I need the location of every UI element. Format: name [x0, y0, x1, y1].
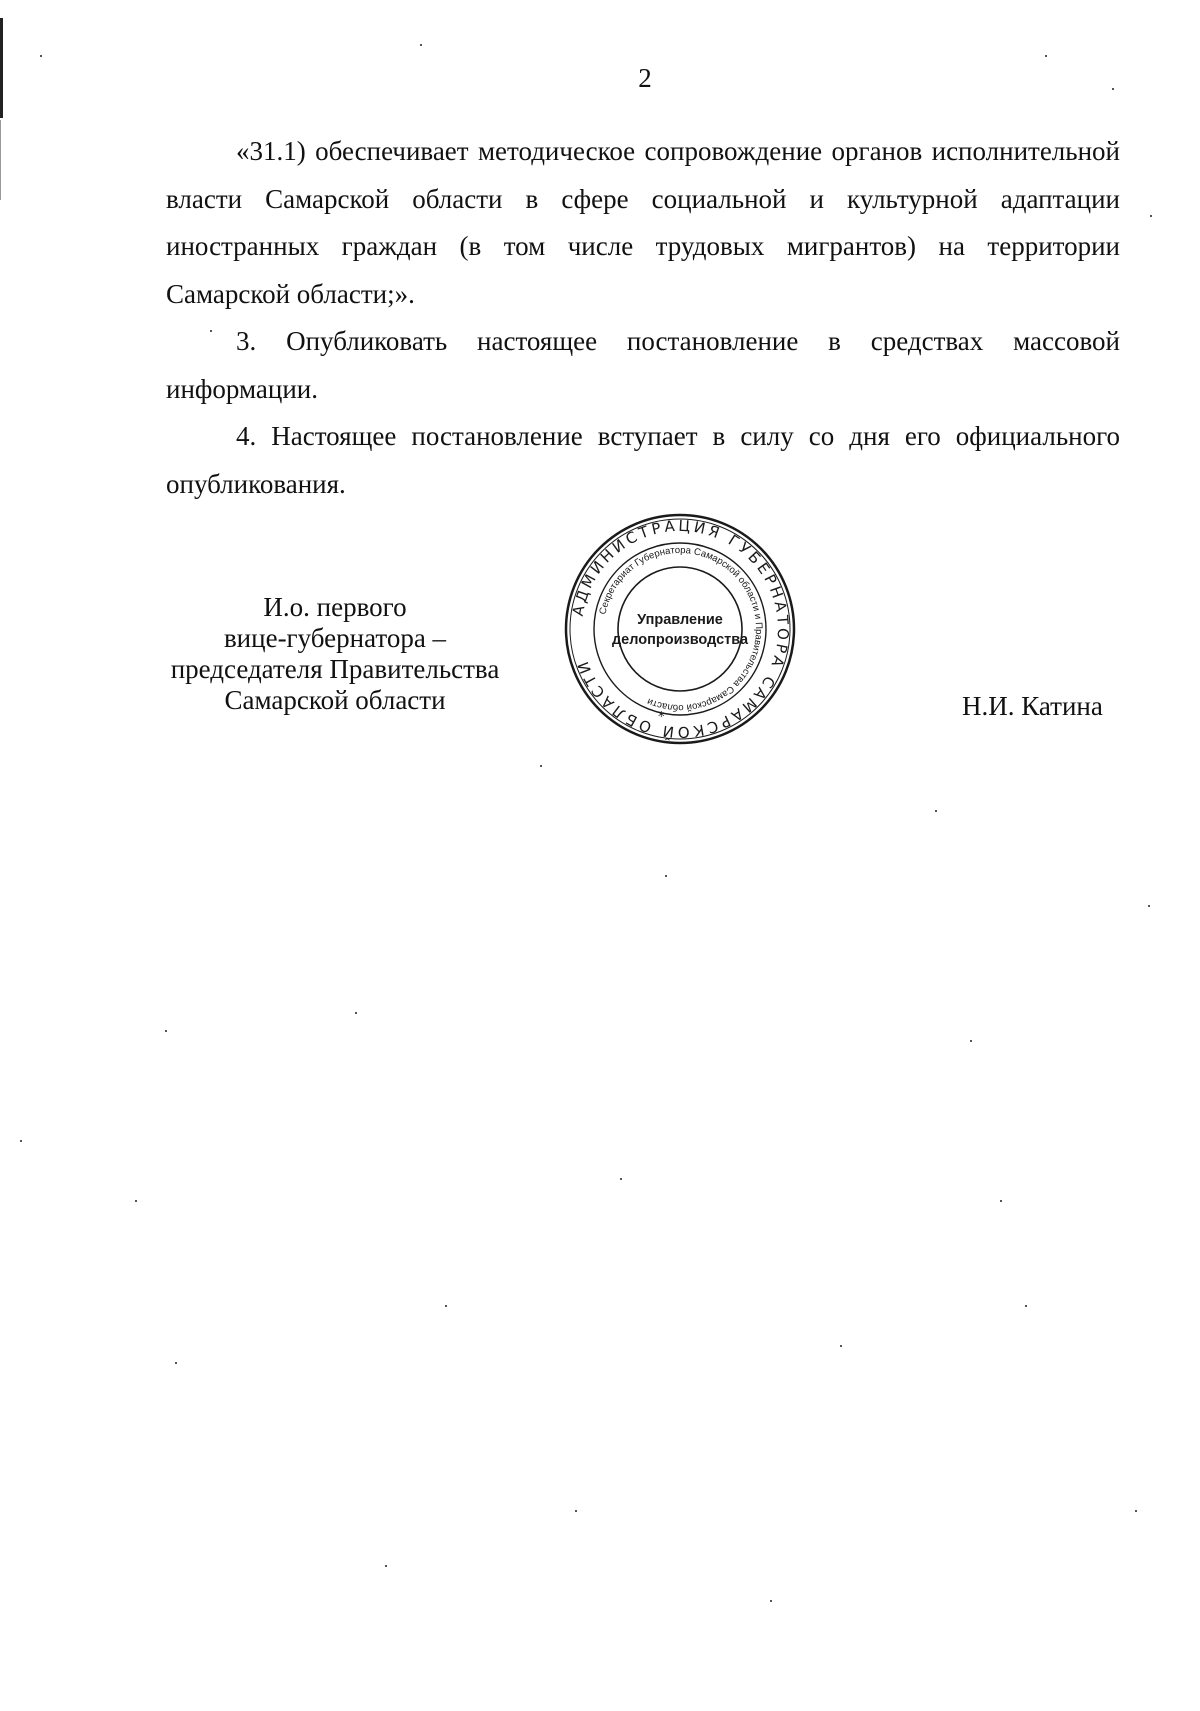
page-number: 2: [638, 63, 652, 93]
scan-speck: [20, 1140, 22, 1142]
scan-speck: [165, 1030, 167, 1032]
stamp-center-line: делопроизводства: [611, 632, 749, 648]
scan-speck: [1135, 1510, 1137, 1512]
signatory-title-line: председателя Правительства: [170, 654, 500, 684]
scan-speck: [1000, 1200, 1002, 1202]
scan-speck: [575, 1510, 577, 1512]
scan-speck: [1025, 1305, 1027, 1307]
signatory-title-line: вице-губернатора –: [223, 623, 447, 653]
scan-speck: [175, 1362, 177, 1364]
scan-speck: [1148, 905, 1150, 907]
scan-speck: [935, 810, 937, 812]
stamp-middle-text: Секретариат Губернатора Самарской области и Правительства Самарской области: [597, 544, 765, 714]
scan-edge-mark: [0, 120, 1, 200]
paragraph-4: 4. Настоящее постановление вступает в силу со дня его официального опубликования.: [166, 421, 1120, 499]
scan-speck: [1150, 215, 1152, 217]
scan-speck: [135, 1200, 137, 1202]
scan-speck: [1112, 88, 1114, 90]
scan-speck: [355, 1012, 357, 1014]
scan-speck: [385, 1565, 387, 1567]
signatory-title-line: И.о. первого: [263, 592, 407, 622]
scan-speck: [620, 1178, 622, 1180]
scan-speck: [445, 1305, 447, 1307]
document-body: [166, 128, 1120, 508]
scan-speck: [420, 44, 422, 46]
paragraph-3: 3. Опубликовать настоящее постановление в средствах массовой информации.: [166, 326, 1120, 404]
scan-speck: [540, 765, 542, 767]
stamp-center-line: Управление: [637, 612, 723, 628]
signatory-title-line: Самарской области: [224, 685, 446, 715]
stamp-outer-text: АДМИНИСТРАЦИЯ ГУБЕРНАТОРА САМАРСКОЙ ОБЛАСТИ: [568, 516, 793, 742]
scan-speck: [970, 1040, 972, 1042]
signatory-name: Н.И. Катина: [962, 691, 1103, 721]
signatory-title: [160, 592, 510, 716]
paragraph-31-1: «31.1) обеспечивает методическое сопровождение органов исполнительной власти Самарской области в сфере социальной и культурной адаптации иностранных граждан (в том числе трудовых мигрантов) на территории Самарской области;».: [166, 136, 1120, 309]
scan-speck: [840, 1345, 842, 1347]
official-stamp: [563, 512, 797, 746]
scan-speck: [1045, 55, 1047, 57]
scan-speck: [665, 875, 667, 877]
scan-speck: [40, 55, 42, 57]
scan-speck: [770, 1600, 772, 1602]
stamp-star: *: [658, 710, 665, 725]
scan-speck: [210, 330, 212, 332]
